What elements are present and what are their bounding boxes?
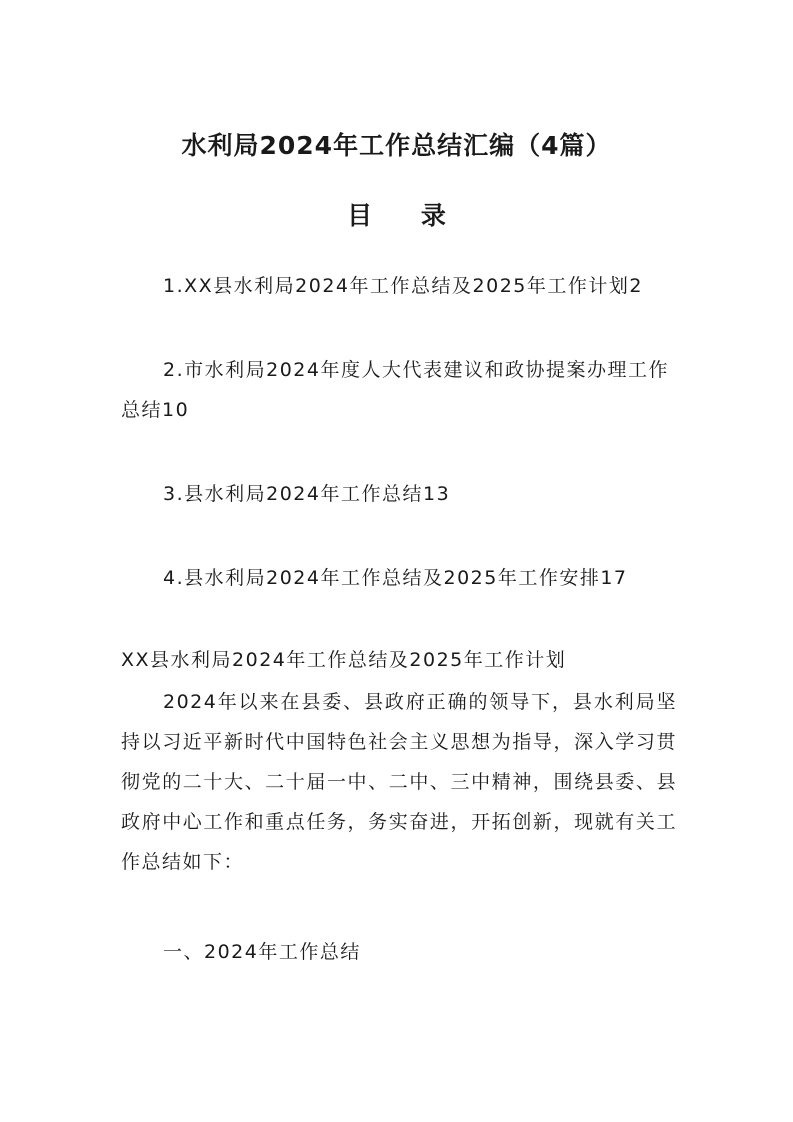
intro-paragraph: 2024年以来在县委、县政府正确的领导下，县水利局坚持以习近平新时代中国特色社会主义思想为指导，深入学习贯彻党的二十大、二十届一中、二中、三中精神，围绕县委、县政府中心工作和重点任务，务实奋进，开拓创新，现就有关工作总结如下： xyxy=(121,691,677,873)
toc-entry-3[interactable]: 3.县水利局2024年工作总结13 xyxy=(163,483,451,505)
section-title: XX县水利局2024年工作总结及2025年工作计划 xyxy=(121,649,567,671)
toc-heading: 目 录 xyxy=(347,201,466,230)
toc-entry-2[interactable]: 2.市水利局2024年度人大代表建议和政协提案办理工作总结10 xyxy=(121,359,669,421)
toc-entry-1[interactable]: 1.XX县水利局2024年工作总结及2025年工作计划2 xyxy=(163,275,643,297)
toc-entry-4[interactable]: 4.县水利局2024年工作总结及2025年工作安排17 xyxy=(163,567,628,589)
document-title: 水利局2024年工作总结汇编（4篇） xyxy=(181,131,612,160)
sub-heading: 一、2024年工作总结 xyxy=(163,941,361,963)
